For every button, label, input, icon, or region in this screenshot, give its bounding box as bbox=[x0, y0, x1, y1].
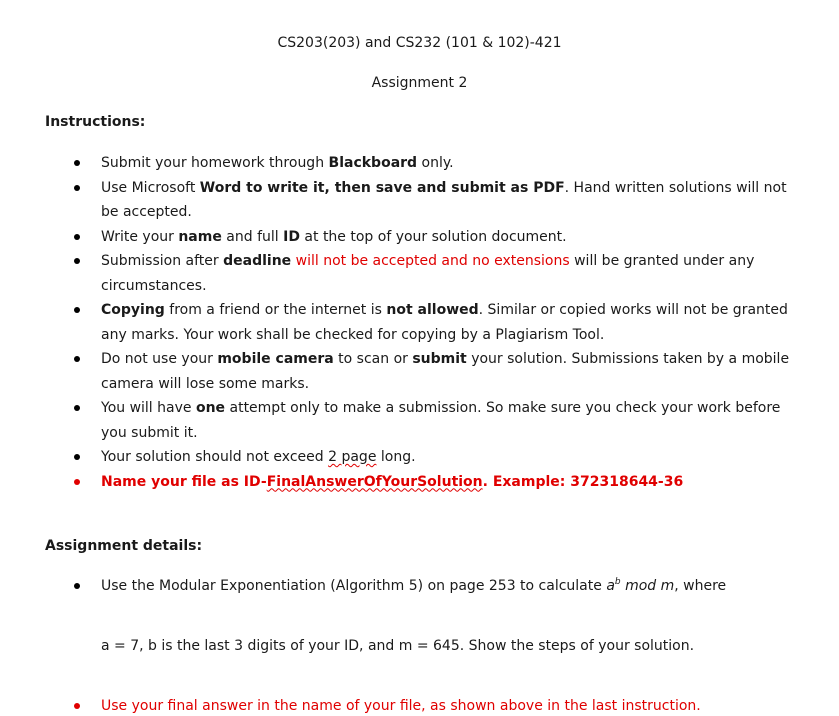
instructions-heading: Instructions: bbox=[45, 114, 146, 130]
list-item: You will have one attempt only to make a submission. So make sure you check your work before you submit it. bbox=[101, 396, 791, 445]
list-item: Use your final answer in the name of your file, as shown above in the last instruction. bbox=[101, 696, 801, 716]
list-item: Write your name and full ID at the top of your solution document. bbox=[101, 225, 791, 250]
instructions-list bbox=[101, 151, 791, 494]
list-item: Do not use your mobile camera to scan or submit your solution. Submissions taken by a mobile camera will lose some marks. bbox=[101, 347, 791, 396]
list-item: Submit your homework through Blackboard only. bbox=[101, 151, 791, 176]
list-item: Use the Modular Exponentiation (Algorithm 5) on page 253 to calculate $a^b$ mod m, where bbox=[101, 576, 801, 596]
spellcheck-underline: FinalAnswerOfYourSolution bbox=[266, 473, 483, 490]
list-item: Copying from a friend or the internet is not allowed. Similar or copied works will not be granted any marks. Your work shall be checked for copying by a Plagiarism Tool. bbox=[101, 298, 791, 347]
list-item: Submission after deadline will not be accepted and no extensions will be granted under any circumstances. bbox=[101, 249, 791, 298]
spellcheck-underline: 2 page bbox=[328, 449, 377, 465]
list-item-continuation: a = 7, b is the last 3 digits of your ID, and m = 645. Show the steps of your solution. bbox=[101, 638, 695, 654]
math-expression: $a^b$ mod m bbox=[606, 577, 675, 594]
details-heading: Assignment details: bbox=[45, 538, 203, 554]
list-item: Use Microsoft Word to write it, then save and submit as PDF. Hand written solutions will not be accepted. bbox=[101, 176, 791, 225]
list-item: Your solution should not exceed 2 page long. bbox=[101, 445, 791, 470]
list-item: Name your file as ID-FinalAnswerOfYourSolution. Example: 372318644-36 bbox=[101, 470, 791, 495]
assignment-title: Assignment 2 bbox=[371, 75, 468, 91]
course-title: CS203(203) and CS232 (101 & 102)-421 bbox=[277, 35, 562, 51]
